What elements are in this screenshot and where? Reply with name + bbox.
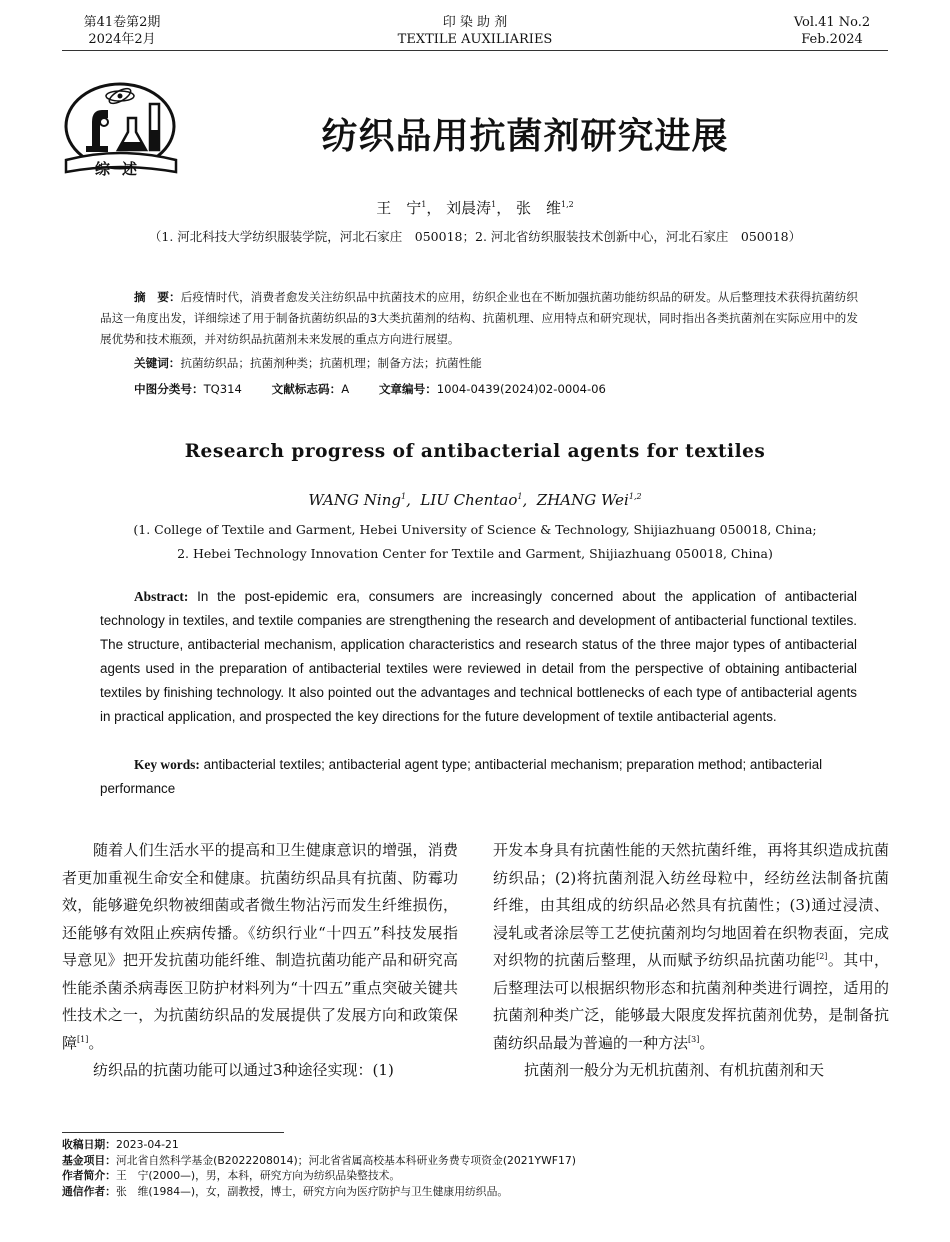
footnote-value: 王 宁(2000—)，男，本科，研究方向为纺织品染整技术。 xyxy=(115,1169,401,1182)
journal-name-en: TEXTILE AUXILIARIES xyxy=(397,32,553,47)
body-column-right xyxy=(493,837,889,1085)
abstract-label-cn: 摘 要： xyxy=(134,290,181,304)
abstract-text-cn: 后疫情时代，消费者愈发关注纺织品中抗菌技术的应用，纺织企业也在不断加强抗菌功能纺织品的研发。从后整理技术获得抗菌纺织品这一角度出发，详细综述了用于制备抗菌纺织品的3大类抗菌剂的结构、抗菌机理、应用特点和研究现状，同时指出各类抗菌剂在实际应用中的发展优势和技术瓶颈，并对纺织品抗菌剂未来发展的重点方向进行展望。 xyxy=(100,290,858,346)
journal-issue-en xyxy=(772,14,892,48)
body-column-left xyxy=(62,837,458,1085)
footnote-label: 作者简介： xyxy=(62,1169,116,1182)
keywords-text-en: antibacterial textiles; antibacterial agent type; antibacterial mechanism; preparation method; antibacterial performance xyxy=(100,757,823,796)
author-list-en: WANG Ning$^1$, LIU Chentao$^1$, ZHANG Wei$^{1,2}$ xyxy=(308,491,642,509)
author-affiliation-mark: 1,2 xyxy=(561,200,574,209)
volume-issue-cn: 第41卷第2期 xyxy=(83,15,161,30)
affiliation-en-line: 2. Hebei Technology Innovation Center for Textile and Garment, Shijiazhuang 050018, China) xyxy=(177,546,773,561)
clc-value: TQ314 xyxy=(203,382,242,396)
author-name: 王 宁 xyxy=(376,199,422,217)
footnotes xyxy=(62,1137,902,1199)
classification-meta xyxy=(134,381,854,397)
journal-name xyxy=(375,14,575,48)
article-number-label: 文章编号： xyxy=(378,382,437,396)
citation: [2] xyxy=(816,952,828,961)
article-number-value: 1004-0439(2024)02-0004-06 xyxy=(436,382,606,396)
author-name-en: ZHANG Wei xyxy=(536,491,629,509)
abstract-en xyxy=(100,585,857,729)
keywords-text-cn: 抗菌纺织品；抗菌剂种类；抗菌机理；制备方法；抗菌性能 xyxy=(180,356,482,370)
footnote-rule xyxy=(62,1132,284,1133)
author-name-en: LIU Chentao xyxy=(420,491,518,509)
body-text: 。 xyxy=(699,1033,715,1052)
review-logo-icon xyxy=(62,82,180,182)
author-name-en: WANG Ning xyxy=(308,491,401,509)
footnote-label: 基金项目： xyxy=(62,1153,116,1167)
journal-name-cn: 印 染 助 剂 xyxy=(442,15,508,30)
review-logo-label: 综述 xyxy=(94,160,149,178)
author-affiliation-mark: 1,2 xyxy=(628,492,642,501)
footnote-author xyxy=(62,1168,902,1184)
footnote-received xyxy=(62,1137,902,1153)
footnote-value: 河北省自然科学基金(B2022208014)；河北省省属高校基本科研业务费专项资金(2021YWF17) xyxy=(115,1153,576,1167)
footnote-label: 收稿日期： xyxy=(62,1138,116,1151)
keywords-en xyxy=(100,753,857,801)
article-title-cn: 纺织品用抗菌剂研究进展 xyxy=(321,116,729,157)
citation: [3] xyxy=(688,1034,700,1044)
date-cn: 2024年2月 xyxy=(88,32,156,47)
keywords-label-en: Key words: xyxy=(134,757,200,772)
author-list-cn: 王 宁$^1$， 刘晨涛$^1$， 张 维$^{1,2}$ xyxy=(376,199,574,217)
clc-label: 中图分类号： xyxy=(134,382,204,396)
author-name: 张 维 xyxy=(516,199,562,217)
body-paragraph: 抗菌剂一般分为无机抗菌剂、有机抗菌剂和天 xyxy=(524,1061,825,1079)
affiliation-en xyxy=(90,518,860,566)
article-title-en: Research progress of antibacterial agents for textiles xyxy=(184,441,766,462)
body-text: 开发本身具有抗菌性能的天然抗菌纤维，再将其织造成抗菌纺织品；(2)将抗菌剂混入纺丝母粒中，经纺丝法制备抗菌纤维，由其组成的纺织品必然具有抗菌性；(3)通过浸渍、浸轧或者涂层等工艺使抗菌剂均匀地固着在织物表面，完成对织物的抗菌后整理，从而赋予纺织品抗菌功能 xyxy=(493,841,889,969)
footnote-value: 2023-04-21 xyxy=(115,1138,179,1151)
abstract-cn xyxy=(100,287,858,350)
keywords-cn xyxy=(134,355,854,371)
keywords-label-cn: 关键词： xyxy=(134,356,181,370)
body-paragraph: 纺织品的抗菌功能可以通过3种途径实现：(1) xyxy=(93,1061,394,1079)
author-affiliation-mark: 1 xyxy=(517,492,523,501)
footnote-label: 通信作者： xyxy=(62,1184,116,1198)
doc-code-value: A xyxy=(341,382,350,396)
date-en: Feb.2024 xyxy=(801,32,863,47)
body-text: 随着人们生活水平的提高和卫生健康意识的增强，消费者更加重视生命安全和健康。抗菌纺织品具有抗菌、防霉功效，能够避免织物被细菌或者微生物沾污而发生纤维损伤，还能够有效阻止疾病传播。《纺织行业“十四五”科技发展指导意见》把开发抗菌功能纤维、制造抗菌功能产品和研究高性能杀菌杀病毒医卫防护材料列为“十四五”重点突破关键共性技术之一，为抗菌纺织品的发展提供了发展方向和政策保障 xyxy=(62,841,458,1052)
footnote-value: 张 维(1984—)，女，副教授，博士，研究方向为医疗防护与卫生健康用纺织品。 xyxy=(115,1184,509,1198)
abstract-text-en: In the post-epidemic era, consumers are increasingly concerned about the application of antibacterial technology in textiles, and textile companies are strengthening the research and development of antibacterial functional textiles. The structure, antibacterial mechanism, application characteristics and research status of the three major types of antibacterial agents used in the preparation of antibacterial textiles were reviewed in detail from the perspective of obtaining antibacterial textiles by finishing technology. It also pointed out the advantages and technical bottlenecks of each type of antibacterial agents in practical application, and prospected the key directions for the future development of textile antibacterial agents. xyxy=(100,589,857,724)
footnote-fund xyxy=(62,1153,902,1169)
abstract-label-en: Abstract: xyxy=(134,589,189,604)
body-paragraph xyxy=(62,837,458,1057)
journal-issue-cn xyxy=(62,14,182,48)
author-affiliation-mark: 1 xyxy=(421,200,427,209)
citation: [1] xyxy=(77,1034,89,1044)
author-affiliation-mark: 1 xyxy=(491,200,497,209)
affiliation-en-line: (1. College of Textile and Garment, Hebei University of Science & Technology, Shijiazhuang 050018, China; xyxy=(133,522,817,537)
doc-code-label: 文献标志码： xyxy=(271,382,342,396)
body-paragraph xyxy=(493,837,889,1057)
author-affiliation-mark: 1 xyxy=(400,492,407,501)
author-name: 刘晨涛 xyxy=(446,199,492,217)
affiliation-cn: （1. 河北科技大学纺织服装学院，河北石家庄 050018；2. 河北省纺织服装技术创新中心，河北石家庄 050018） xyxy=(148,229,802,244)
footnote-correspondence xyxy=(62,1184,902,1200)
body-text: 。 xyxy=(88,1033,104,1052)
body-text: 。其中，后整理法可以根据织物形态和抗菌剂种类进行调控，适用的抗菌剂种类广泛，能够最大限度发挥抗菌剂优势，是制备抗菌纺织品最为普遍的一种方法 xyxy=(493,951,889,1052)
header-rule xyxy=(62,50,888,51)
volume-issue-en: Vol.41 No.2 xyxy=(793,15,871,30)
